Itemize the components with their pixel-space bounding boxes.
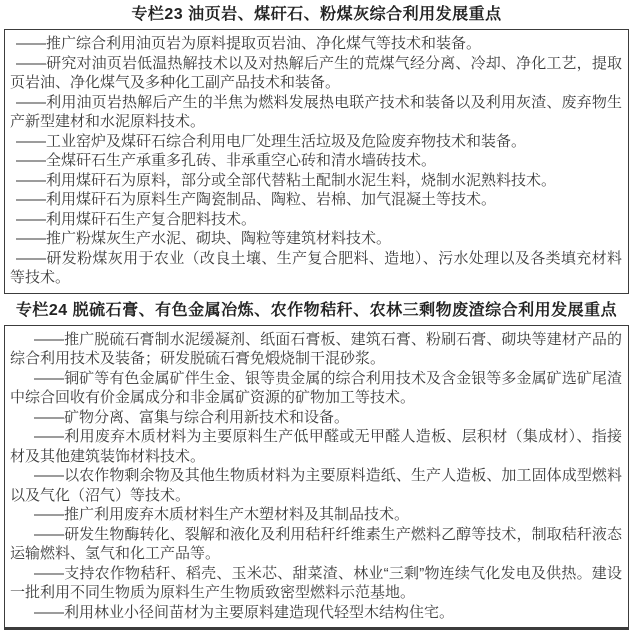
list-item: ——工业窑炉及煤矸石综合利用电厂处理生活垃圾及危险废弃物技术和装备。 [10, 132, 622, 152]
list-item: ——研究对油页岩低温热解技术以及对热解后产生的荒煤气经分离、冷却、净化工艺，提取页岩油、净化煤气及多种化工副产品技术和装备。 [10, 54, 622, 93]
section24-box [4, 325, 629, 630]
list-item: ——研发粉煤灰用于农业（改良土壤、生产复合肥料、造地）、污水处理以及各类填充材料等技术。 [10, 249, 622, 288]
list-item: ——利用废弃木质材料为主要原料生产低甲醛或无甲醛人造板、层积材（集成材）、指接材及其他建筑装饰材料技术。 [10, 427, 622, 466]
section23-title: 专栏23 油页岩、煤矸石、粉煤灰综合利用发展重点 [6, 5, 627, 24]
list-item: ——矿物分离、富集与综合利用新技术和设备。 [10, 408, 622, 428]
list-item: ——推广利用废弃木质材料生产木塑材料及其制品技术。 [10, 505, 622, 525]
list-item: ——利用油页岩热解后产生的半焦为燃料发展热电联产技术和装备以及利用灰渣、废弃物生产新型建材和水泥原料技术。 [10, 93, 622, 132]
list-item: ——全煤矸石生产承重多孔砖、非承重空心砖和清水墙砖技术。 [10, 151, 622, 171]
list-item: ——推广综合利用油页岩为原料提取页岩油、净化煤气等技术和装备。 [10, 34, 622, 54]
list-item: ——铜矿等有色金属矿伴生金、银等贵金属的综合利用技术及含金银等多金属矿选矿尾渣中综合回收有价金属成分和非金属矿资源的矿物加工等技术。 [10, 369, 622, 408]
list-item: ——利用煤矸石为原料，部分或全部代替粘土配制水泥生料，烧制水泥熟料技术。 [10, 171, 622, 191]
list-item: ——利用煤矸石为原料生产陶瓷制品、陶粒、岩棉、加气混凝土等技术。 [10, 190, 622, 210]
list-item: ——推广脱硫石膏制水泥缓凝剂、纸面石膏板、建筑石膏、粉刷石膏、砌块等建材产品的综合利用技术及装备；研发脱硫石膏免煅烧制干混砂浆。 [10, 330, 622, 369]
list-item: ——以农作物剩余物及其他生物质材料为主要原料造纸、生产人造板、加工固体成型燃料以及气化（沼气）等技术。 [10, 466, 622, 505]
list-item: ——推广粉煤灰生产水泥、砌块、陶粒等建筑材料技术。 [10, 229, 622, 249]
list-item: ——研发生物酶转化、裂解和液化及利用秸秆纤维素生产燃料乙醇等技术，制取秸秆液态运输燃料、氢气和化工产品等。 [10, 525, 622, 564]
list-item: ——利用林业小径间苗材为主要原料建造现代轻型木结构住宅。 [10, 603, 622, 623]
section23-box [4, 29, 629, 294]
list-item: ——支持农作物秸秆、稻壳、玉米芯、甜菜渣、林业“三剩”物连续气化发电及供热。建设一批利用不同生物质为原料生产生物质致密型燃料示范基地。 [10, 564, 622, 603]
section24-title: 专栏24 脱硫石膏、有色金属冶炼、农作物秸秆、农林三剩物废渣综合利用发展重点 [6, 301, 627, 320]
list-item: ——利用煤矸石生产复合肥料技术。 [10, 210, 622, 230]
